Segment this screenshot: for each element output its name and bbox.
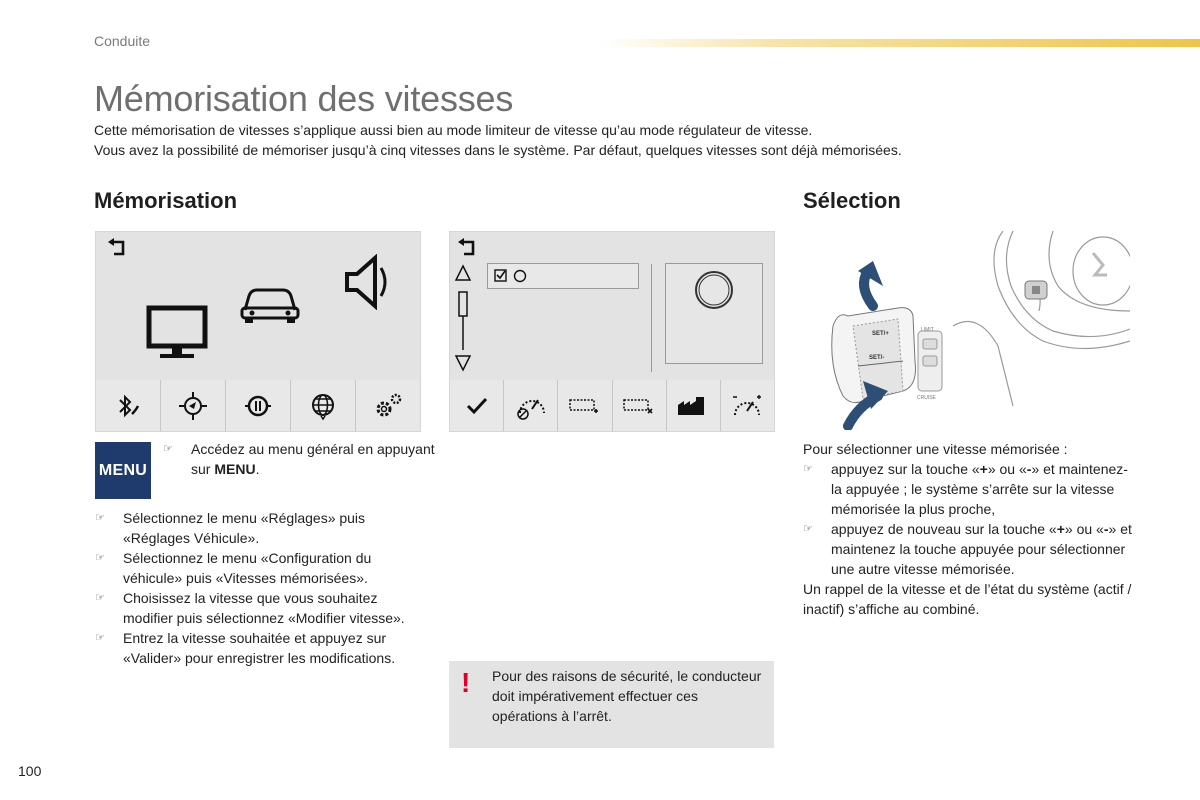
menu-button-badge: MENU	[95, 442, 151, 499]
pointing-hand-icon: ☞	[163, 443, 173, 455]
selection-text	[803, 439, 1133, 619]
scrollbar[interactable]	[454, 264, 472, 374]
warning-exclamation-icon: !	[461, 667, 471, 698]
pointing-hand-icon: ☞	[95, 512, 105, 524]
back-arrow-icon	[106, 238, 128, 258]
pointing-hand-icon: ☞	[803, 463, 813, 475]
header-accent-bar	[600, 39, 1200, 47]
step-item: ☞ Sélectionnez le menu «Réglages» puis «Réglages Véhicule».	[95, 510, 366, 546]
memorisation-heading: Mémorisation	[94, 188, 238, 213]
screen-memorised-speeds	[449, 231, 775, 432]
speed-limiter-button[interactable]	[504, 380, 558, 431]
tv-icon	[146, 305, 208, 361]
intro-text	[94, 120, 1094, 160]
factory-reset-button[interactable]	[667, 380, 721, 431]
pointing-hand-icon: ☞	[803, 523, 813, 535]
tab-navigation[interactable]	[161, 380, 226, 431]
step-item: ☞ Choisissez la vitesse que vous souhaitez modifier puis sélectionnez «Modifier vitesse».	[95, 590, 405, 626]
selection-step-2: ☞ appuyez de nouveau sur la touche «+» ou «-» et maintenez la touche appuyée pour sélectionner une autre vitesse mémorisée.	[803, 521, 1132, 577]
screen-main-menu	[95, 231, 421, 432]
settings-gears-icon	[372, 391, 404, 421]
selection-outro: Un rappel de la vitesse et de l’état du système (actif / inactif) s’affiche au combiné.	[803, 581, 1132, 617]
dial-knob-icon	[694, 270, 734, 310]
cruise-control-button[interactable]	[721, 380, 774, 431]
pointing-hand-icon: ☞	[95, 552, 105, 564]
step-item: ☞ Entrez la vitesse souhaitée et appuyez sur «Valider» pour enregistrer les modifications.	[95, 630, 396, 666]
validate-button[interactable]	[450, 380, 504, 431]
delete-item-button[interactable]	[613, 380, 667, 431]
car-icon	[239, 284, 301, 324]
step-item: ☞ Sélectionnez le menu «Configuration du véhicule» puis «Vitesses mémorisées».	[95, 550, 372, 586]
bluetooth-phone-icon	[114, 392, 142, 420]
tab-settings[interactable]	[356, 380, 420, 431]
warning-text: Pour des raisons de sécurité, le conducteur doit impérativement effectuer ces opérations à l’arrêt.	[492, 668, 762, 724]
speedometer-limit-icon	[514, 391, 548, 421]
globe-icon	[308, 391, 338, 421]
menu-step: ☞ Accédez au menu général en appuyant sur MENU.	[163, 441, 435, 477]
selection-intro: Pour sélectionner une vitesse mémorisée :	[803, 441, 1068, 457]
set-minus-label: SET/-	[869, 355, 885, 361]
speaker-icon	[341, 254, 393, 310]
page-number: 100	[18, 763, 42, 779]
checkmark-icon	[466, 397, 488, 415]
tab-connectivity[interactable]	[291, 380, 356, 431]
intro-line-2: Vous avez la possibilité de mémoriser jusqu’à cinq vitesses dans le système. Par défaut, quelques vitesses sont déjà mémorisées.	[94, 142, 902, 158]
tab-bluetooth[interactable]	[96, 380, 161, 431]
back-arrow-icon	[456, 238, 478, 258]
memorisation-steps	[95, 508, 415, 668]
safety-warning	[449, 661, 774, 748]
navigation-target-icon	[178, 391, 208, 421]
selection-step-1: ☞ appuyez sur la touche «+» ou «-» et maintenez-la appuyée ; le système s’arrête sur la vitesse mémorisée la plus proche,	[803, 461, 1128, 517]
intro-line-1: Cette mémorisation de vitesses s’applique aussi bien au mode limiteur de vitesse qu’au mode régulateur de vitesse.	[94, 122, 813, 138]
limit-label: LIMIT	[921, 327, 934, 333]
checkbox-radio-icon	[494, 269, 530, 283]
set-plus-label: SET/+	[872, 331, 889, 337]
pointing-hand-icon: ☞	[95, 632, 105, 644]
add-item-button[interactable]	[558, 380, 612, 431]
pointing-hand-icon: ☞	[95, 592, 105, 604]
speed-list-row[interactable]	[487, 263, 639, 289]
speed-dial-panel[interactable]	[665, 263, 763, 364]
speedometer-cruise-icon	[730, 391, 764, 421]
factory-icon	[676, 395, 710, 417]
cruise-label: CRUISE	[917, 395, 936, 401]
delete-box-icon	[623, 397, 655, 415]
add-box-icon	[569, 397, 601, 415]
page-title: Mémorisation des vitesses	[94, 78, 514, 119]
tab-driving-aids[interactable]	[226, 380, 291, 431]
driving-aids-icon	[243, 391, 273, 421]
selection-heading: Sélection	[803, 188, 901, 213]
steering-wheel-illustration	[803, 231, 1130, 430]
section-label: Conduite	[94, 33, 151, 49]
